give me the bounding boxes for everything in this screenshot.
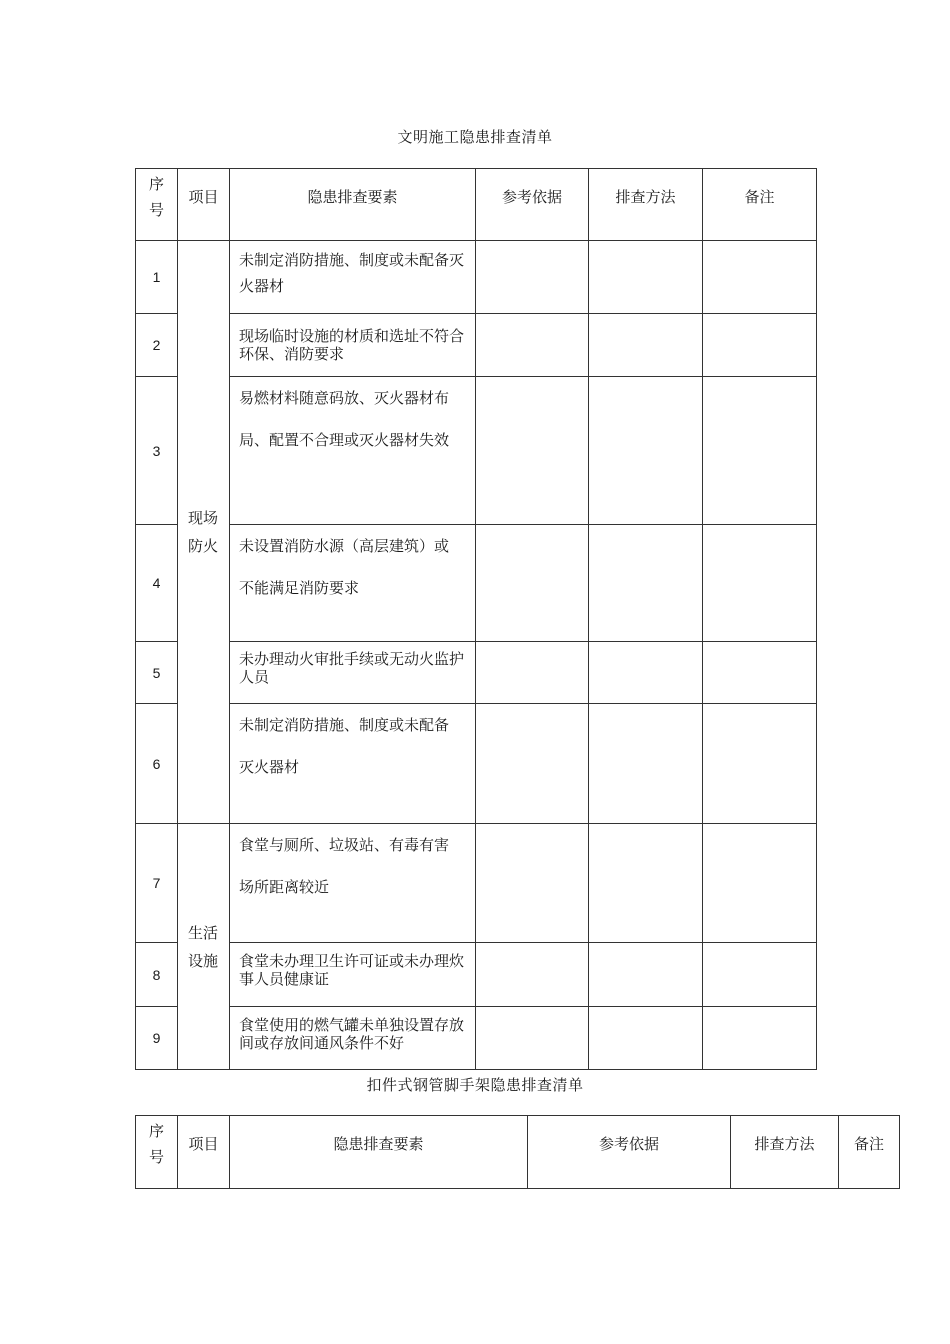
table-row (136, 241, 817, 314)
remarks-cell (703, 241, 817, 314)
row-number: 7 (136, 824, 178, 943)
category-fire: 现场 防火 (178, 241, 230, 824)
table1 (135, 168, 817, 1070)
table-row (136, 1007, 817, 1070)
method-cell (589, 377, 703, 525)
method-cell (589, 1007, 703, 1070)
remarks-cell (703, 824, 817, 943)
table1-title: 文明施工隐患排查清单 (397, 128, 553, 146)
header-method: 排查方法 (731, 1116, 839, 1189)
reference-cell (476, 1007, 589, 1070)
row-description: 现场临时设施的材质和选址不符合环保、消防要求 (230, 314, 476, 377)
table-row (136, 642, 817, 704)
reference-cell (476, 642, 589, 704)
row-number: 9 (136, 1007, 178, 1070)
remarks-cell (703, 377, 817, 525)
method-cell (589, 824, 703, 943)
remarks-cell (703, 525, 817, 642)
remarks-cell (703, 704, 817, 824)
header-seq: 序 号 (136, 169, 178, 241)
method-cell (589, 525, 703, 642)
reference-cell (476, 525, 589, 642)
row-number: 1 (136, 241, 178, 314)
table-row (136, 704, 817, 824)
table2-title: 扣件式钢管脚手架隐患排查清单 (366, 1076, 584, 1094)
remarks-cell (703, 1007, 817, 1070)
header-seq: 序 号 (136, 1116, 178, 1189)
header-remarks: 备注 (703, 169, 817, 241)
row-description: 易燃材料随意码放、灭火器材布 局、配置不合理或灭火器材失效 (230, 377, 476, 525)
table2 (135, 1115, 900, 1189)
row-number: 2 (136, 314, 178, 377)
header-item: 项目 (178, 1116, 230, 1189)
row-description: 未制定消防措施、制度或未配备 灭火器材 (230, 704, 476, 824)
method-cell (589, 314, 703, 377)
remarks-cell (703, 314, 817, 377)
row-description: 食堂与厕所、垃圾站、有毒有害 场所距离较近 (230, 824, 476, 943)
header-reference: 参考依据 (476, 169, 589, 241)
header-method: 排查方法 (589, 169, 703, 241)
row-number: 5 (136, 642, 178, 704)
reference-cell (476, 241, 589, 314)
row-number: 3 (136, 377, 178, 525)
row-description: 未办理动火审批手续或无动火监护人员 (230, 642, 476, 704)
row-description: 未设置消防水源（高层建筑）或 不能满足消防要求 (230, 525, 476, 642)
category-life: 生活 设施 (178, 824, 230, 1070)
table-row (136, 943, 817, 1007)
table-row (136, 377, 817, 525)
table-row (136, 824, 817, 943)
header-elements: 隐患排查要素 (230, 1116, 528, 1189)
header-reference: 参考依据 (528, 1116, 731, 1189)
reference-cell (476, 824, 589, 943)
table-row (136, 314, 817, 377)
method-cell (589, 642, 703, 704)
remarks-cell (703, 943, 817, 1007)
table-row (136, 525, 817, 642)
header-elements: 隐患排查要素 (230, 169, 476, 241)
reference-cell (476, 377, 589, 525)
reference-cell (476, 314, 589, 377)
row-description: 食堂使用的燃气罐未单独设置存放间或存放间通风条件不好 (230, 1007, 476, 1070)
row-number: 8 (136, 943, 178, 1007)
row-description: 未制定消防措施、制度或未配备灭火器材 (230, 241, 476, 314)
header-item: 项目 (178, 169, 230, 241)
method-cell (589, 241, 703, 314)
method-cell (589, 704, 703, 824)
method-cell (589, 943, 703, 1007)
row-number: 6 (136, 704, 178, 824)
reference-cell (476, 704, 589, 824)
header-remarks: 备注 (839, 1116, 900, 1189)
row-description: 食堂未办理卫生许可证或未办理炊事人员健康证 (230, 943, 476, 1007)
table1-header-row (136, 169, 817, 241)
table2-header-row (136, 1116, 900, 1189)
reference-cell (476, 943, 589, 1007)
remarks-cell (703, 642, 817, 704)
row-number: 4 (136, 525, 178, 642)
